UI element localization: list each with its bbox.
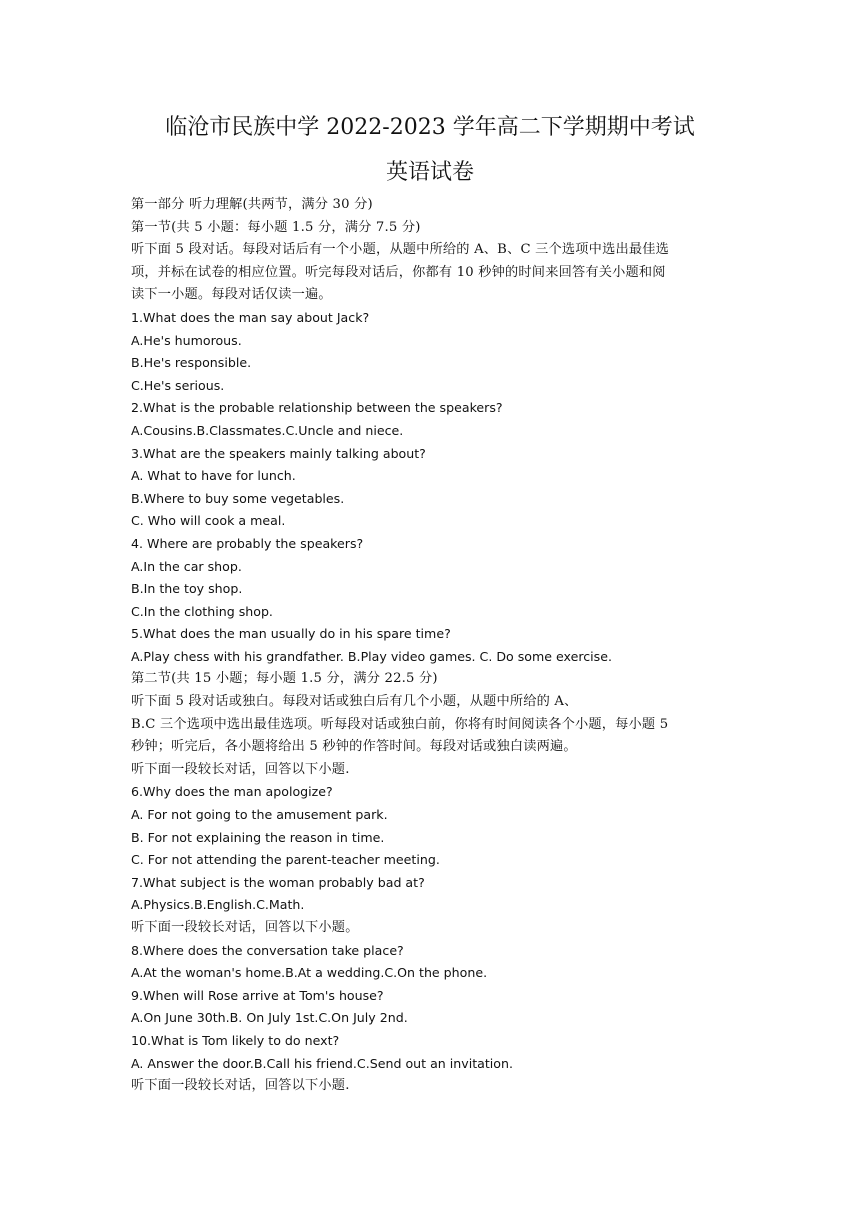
group-instruction: 听下面一段较长对话，回答以下小题. [131,761,350,777]
question-text: 8.Where does the conversation take place? [131,942,404,958]
question-text: 7.What subject is the woman probably bad at? [131,874,425,890]
subsection-heading: 第一节(共 5 小题：每小题 1.5 分，满分 7.5 分) [131,219,421,235]
answer-option: C.In the clothing shop. [131,603,273,619]
question-text: 1.What does the man say about Jack? [131,309,370,325]
answer-option: A.In the car shop. [131,558,242,574]
answer-option: A. For not going to the amusement park. [131,807,388,823]
instruction-text: 秒钟；听完后，各小题将给出 5 秒钟的作答时间。每段对话或独白读两遍。 [131,739,577,755]
answer-option: A.He's humorous. [131,332,242,348]
question-text: 10.What is Tom likely to do next? [131,1032,340,1048]
exam-body [131,194,731,1098]
exam-title: 临沧市民族中学 2022-2023 学年高二下学期期中考试 [165,115,695,140]
group-instruction: 听下面一段较长对话，回答以下小题. [131,1078,350,1094]
answer-options: A.Cousins.B.Classmates.C.Uncle and niece. [131,422,404,438]
subsection-heading: 第二节(共 15 小题；每小题 1.5 分，满分 22.5 分) [131,671,438,687]
answer-option: B.In the toy shop. [131,581,243,597]
question-text: 5.What does the man usually do in his spare time? [131,626,451,642]
answer-option: B. For not explaining the reason in time. [131,829,385,845]
instruction-text: B.C 三个选项中选出最佳选项。听每段对话或独白前，你将有时间阅读各个小题，每小题 5 [131,716,669,732]
answer-option: A. What to have for lunch. [131,468,296,484]
question-text: 3.What are the speakers mainly talking about? [131,445,426,461]
answer-options: A.Play chess with his grandfather. B.Play video games. C. Do some exercise. [131,648,612,664]
instruction-text: 读下一小题。每段对话仅读一遍。 [131,287,332,303]
question-text: 4. Where are probably the speakers? [131,535,364,551]
question-text: 2.What is the probable relationship between the speakers? [131,400,503,416]
exam-subtitle: 英语试卷 [385,160,474,185]
answer-options: A.Physics.B.English.C.Math. [131,897,305,913]
answer-options: A.At the woman's home.B.At a wedding.C.On the phone. [131,965,488,981]
group-instruction: 听下面一段较长对话，回答以下小题。 [131,920,359,935]
instruction-text: 听下面 5 段对话或独白。每段对话或独白后有几个小题，从题中所给的 A、 [131,694,578,710]
section-heading: 第一部分 听力理解(共两节，满分 30 分) [131,197,373,212]
answer-option: C.He's serious. [131,377,225,393]
answer-option: C. For not attending the parent-teacher meeting. [131,852,440,868]
instruction-text: 项，并标在试卷的相应位置。听完每段对话后，你都有 10 秒钟的时间来回答有关小题和阅 [131,264,666,280]
answer-option: B.He's responsible. [131,355,252,371]
question-text: 6.Why does the man apologize? [131,784,333,800]
answer-options: A.On June 30th.B. On July 1st.C.On July 2nd. [131,1010,408,1026]
instruction-text: 听下面 5 段对话。每段对话后有一个小题，从题中所给的 A、B、C 三个选项中选出最佳选 [131,242,670,258]
answer-option: B.Where to buy some vegetables. [131,490,345,506]
answer-options: A. Answer the door.B.Call his friend.C.Send out an invitation. [131,1055,513,1071]
question-text: 9.When will Rose arrive at Tom's house? [131,987,384,1003]
answer-option: C. Who will cook a meal. [131,513,286,529]
